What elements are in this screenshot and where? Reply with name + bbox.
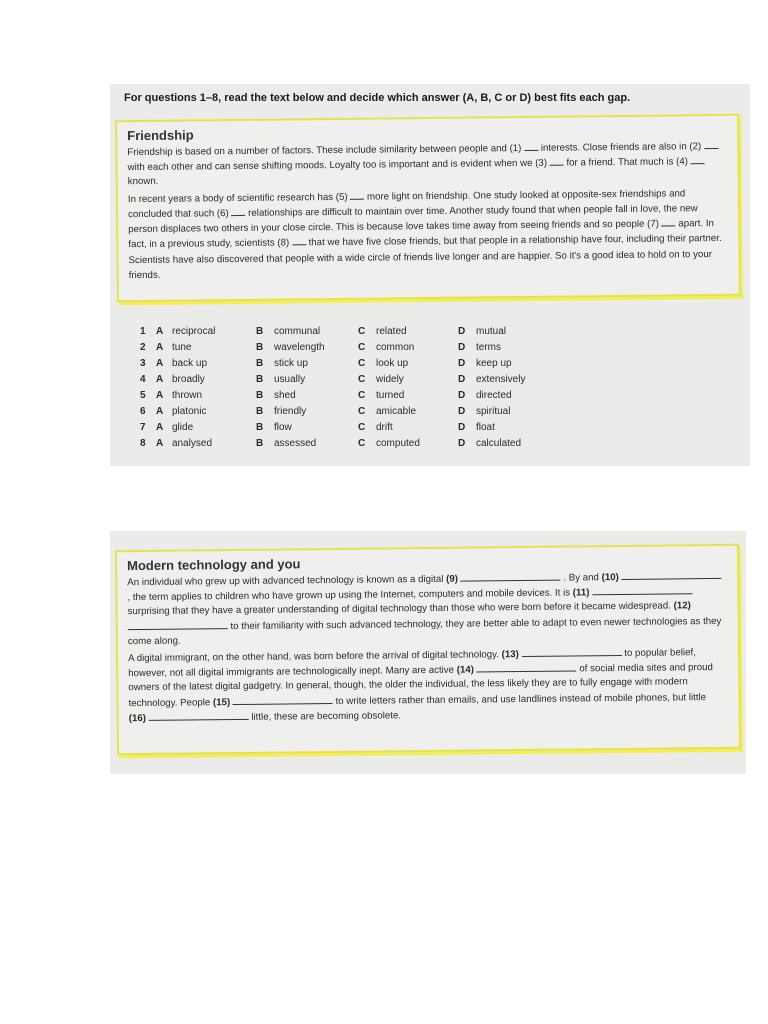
option-4c[interactable]: widely: [376, 374, 404, 385]
technology-paragraph-2: A digital immigrant, on the other hand, was born before the arrival of digital technology. (13) to popular belief, however, not all digital immigrants are technologically inept. Many are active (14) of social media sites and proud owners of the latest digital gadgetry. In general, though, the older the individual, the less likely they are to fully engage with modern technology. People (15) to write letters rather than emails, and use landlines instead of mobile phones, but little (16) little, these are becoming obsolete.: [128, 647, 713, 724]
friendship-paragraph-2: In recent years a body of scientific research has (5) more light on friendship. One study looked at opposite-sex friendships and concluded that such (6) relationships are difficult to maintain over time. Another study found that when people fall in love, the new person displaces two others in your close circle. This is because love takes time away from seeing friends and so people (7) apart. In fact, in a previous study, scientists (8) that we have five close friends, but that people in a relationship have four, including their partner.: [127, 187, 722, 251]
option-2c[interactable]: common: [376, 342, 415, 353]
gap-13[interactable]: [521, 646, 621, 657]
gap-2[interactable]: [704, 139, 718, 149]
option-4a[interactable]: broadly: [172, 374, 205, 385]
option-row-5: 5 A thrown B shed C turned D directed: [140, 390, 512, 401]
option-6b[interactable]: friendly: [274, 406, 307, 417]
option-7a[interactable]: glide: [172, 422, 194, 433]
option-row-6: 6 A platonic B friendly C amicable D spiritual: [140, 406, 511, 417]
exercise-friendship-scan: [110, 84, 750, 466]
friendship-title: Friendship: [127, 127, 194, 144]
option-8a[interactable]: analysed: [172, 438, 213, 449]
option-5d[interactable]: directed: [476, 390, 512, 401]
option-3b[interactable]: stick up: [274, 358, 308, 369]
technology-title: Modern technology and you: [127, 556, 301, 574]
option-6c[interactable]: amicable: [376, 406, 417, 417]
option-6d[interactable]: spiritual: [476, 406, 511, 417]
gap-1[interactable]: [524, 141, 538, 151]
option-7c[interactable]: drift: [376, 422, 393, 433]
answer-options: [140, 326, 560, 454]
option-6a[interactable]: platonic: [172, 406, 207, 417]
gap-10[interactable]: [621, 569, 721, 580]
friendship-paragraph-1: Friendship is based on a number of factors. These include similarity between people and (1) interests. Close friends are also in (2) with each other and can sense shifting moods. Loyalty too is important and is evident when we (3) for a friend. That much is (4) known.: [127, 139, 723, 190]
option-1c[interactable]: related: [376, 326, 407, 337]
option-3a[interactable]: back up: [172, 358, 208, 369]
gap-9[interactable]: [461, 571, 561, 582]
option-8d[interactable]: calculated: [476, 438, 522, 449]
option-5a[interactable]: thrown: [172, 390, 203, 401]
option-2a[interactable]: tune: [172, 342, 192, 353]
option-7d[interactable]: float: [476, 422, 495, 433]
friendship-text-box: [115, 114, 741, 303]
option-3d[interactable]: keep up: [476, 358, 512, 369]
gap-6[interactable]: [231, 206, 245, 216]
option-1d[interactable]: mutual: [476, 326, 507, 337]
option-3c[interactable]: look up: [376, 358, 409, 369]
gap-4[interactable]: [691, 154, 705, 164]
gap-12[interactable]: [128, 619, 228, 630]
option-5b[interactable]: shed: [274, 390, 296, 401]
gap-7[interactable]: [662, 216, 676, 226]
option-4d[interactable]: extensively: [476, 374, 526, 385]
gap-5[interactable]: [350, 189, 364, 199]
gap-3[interactable]: [550, 156, 564, 166]
option-row-4: 4 A broadly B usually C widely D extensively: [140, 374, 526, 385]
option-row-8: 8 A analysed B assessed C computed D calculated: [140, 438, 522, 449]
option-1b[interactable]: communal: [274, 326, 321, 337]
option-7b[interactable]: flow: [274, 422, 292, 433]
exercise-technology-scan: [110, 531, 746, 774]
gap-11[interactable]: [592, 584, 692, 595]
technology-text-box: [115, 544, 741, 756]
option-1a[interactable]: reciprocal: [172, 326, 216, 337]
option-8b[interactable]: assessed: [274, 438, 317, 449]
gap-14[interactable]: [477, 662, 577, 673]
gap-16[interactable]: [149, 710, 249, 721]
option-2d[interactable]: terms: [476, 342, 501, 353]
option-8c[interactable]: computed: [376, 438, 420, 449]
instructions: For questions 1–8, read the text below and decide which answer (A, B, C or D) best fits each gap.: [124, 92, 631, 104]
option-2b[interactable]: wavelength: [274, 342, 325, 353]
technology-paragraph-1: An individual who grew up with advanced technology is known as a digital (9) . By and (10) , the term applies to children who have grown up using the Internet, computers and mobile devices. It is (11) surprising that they have a greater understanding of digital technology than those who were born before it became widespread. (12) to their familiarity with such advanced technology, they are better able to adapt to even newer technologies as they come along.: [127, 569, 724, 649]
option-row-1: 1 A reciprocal B communal C related D mutual: [140, 326, 507, 337]
option-row-3: 3 A back up B stick up C look up D keep up: [140, 358, 512, 369]
option-5c[interactable]: turned: [376, 390, 405, 401]
gap-15[interactable]: [233, 694, 333, 705]
friendship-paragraph-3: Scientists have also discovered that people with a wide circle of friends live longer and are happier. So it's a good idea to hold on to your friends.: [128, 249, 713, 281]
gap-8[interactable]: [292, 235, 306, 245]
option-4b[interactable]: usually: [274, 374, 306, 385]
option-row-7: 7 A glide B flow C drift D float: [140, 422, 495, 433]
option-row-2: 2 A tune B wavelength C common D terms: [140, 342, 501, 353]
